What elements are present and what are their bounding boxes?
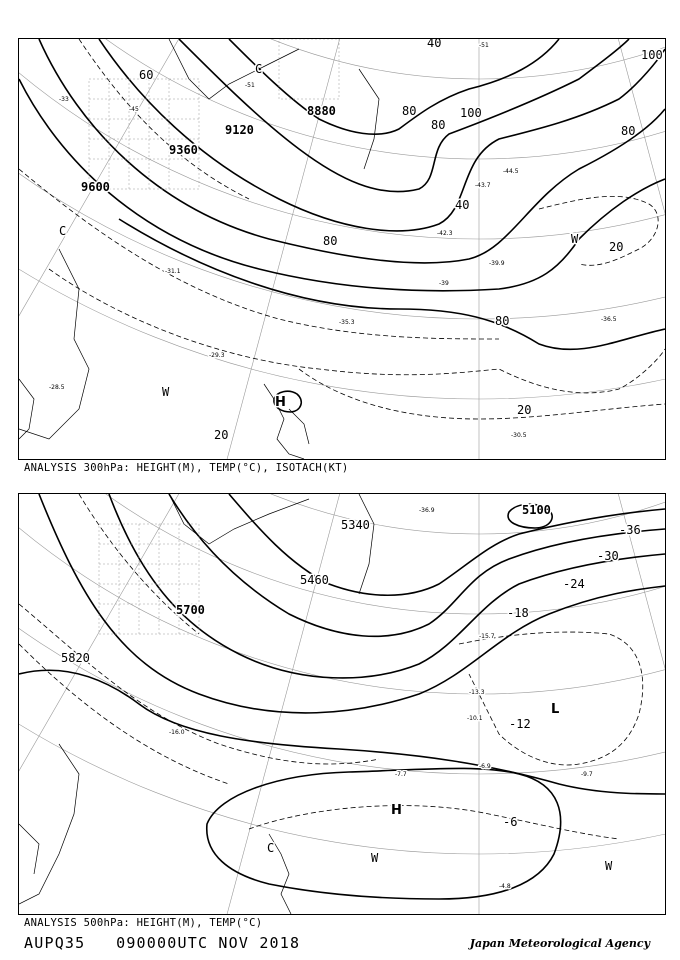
latitude-circle <box>19 39 665 399</box>
temp-label: -13.3 <box>469 689 485 696</box>
temp-label: -42.3 <box>437 230 453 237</box>
height-label: 5460 <box>300 573 329 587</box>
temp-label: -4.8 <box>499 883 511 890</box>
warm-center: W <box>162 385 170 399</box>
temp-label: -7.7 <box>395 771 407 778</box>
isotach-label: 80 <box>495 314 510 328</box>
temp-label: -44.5 <box>503 168 519 175</box>
temp-label: -43.7 <box>475 182 491 189</box>
isotherm-label: -24 <box>563 577 585 591</box>
latitude-circle <box>19 39 665 319</box>
height-label: 5100 <box>522 503 551 517</box>
isotach-label: 20 <box>609 240 624 254</box>
temp-label: -31.1 <box>165 268 181 275</box>
temp-label: -15.7 <box>479 633 495 640</box>
temp-label: -30.5 <box>511 432 527 439</box>
temp-label: -39 <box>439 280 449 287</box>
coastline <box>19 494 374 914</box>
isotherm-label: -30 <box>597 549 619 563</box>
temp-label: -10.1 <box>467 715 483 722</box>
temp-label: -29.3 <box>209 352 225 359</box>
latitude-circle <box>19 39 665 79</box>
height-label: 9600 <box>81 180 110 194</box>
warm-center: W <box>571 232 579 246</box>
map-300hpa <box>18 38 666 460</box>
lat-lon-grid <box>19 494 665 914</box>
chart-caption-300hpa: ANALYSIS 300hPa: HEIGHT(M), TEMP(°C), ISOTACH(KT) <box>24 462 349 474</box>
low-pressure-center: L <box>551 702 560 717</box>
isotach-label: 100 <box>641 48 663 62</box>
temperature-isotherms <box>19 39 665 419</box>
isotherm-label: -18 <box>507 606 529 620</box>
latitude-circle <box>19 39 665 239</box>
warm-center: W <box>371 851 379 865</box>
temp-label: -36.9 <box>419 507 435 514</box>
height-label: 9360 <box>169 143 198 157</box>
isotach-label: 40 <box>455 198 470 212</box>
height-label: 5820 <box>61 651 90 665</box>
chart-caption-500hpa: ANALYSIS 500hPa: HEIGHT(M), TEMP(°C) <box>24 917 263 929</box>
temp-label: -36.5 <box>601 316 617 323</box>
isotach-label: 80 <box>621 124 636 138</box>
temp-label: -6.9 <box>479 763 491 770</box>
map-500hpa-canvas <box>19 494 665 914</box>
isotach-label: 80 <box>431 118 446 132</box>
valid-time: 090000UTC NOV 2018 <box>116 934 301 952</box>
cold-air-hatching <box>99 524 199 634</box>
high-pressure-center: H <box>275 395 286 410</box>
cold-center: C <box>59 224 67 238</box>
temp-label: -51 <box>479 42 489 49</box>
warm-center: W <box>605 859 613 873</box>
isotherm-label: -6 <box>503 815 518 829</box>
isotach-label: 20 <box>214 428 229 442</box>
temp-label: -16.0 <box>169 729 185 736</box>
isotach-label: 100 <box>460 106 482 120</box>
cold-center: C <box>255 62 263 76</box>
temp-label: -35.3 <box>339 319 355 326</box>
temp-label: -51 <box>245 82 255 89</box>
height-contours <box>19 39 665 412</box>
isotach-hatching <box>89 39 339 189</box>
height-label: 8880 <box>307 104 336 118</box>
height-label: 5340 <box>341 518 370 532</box>
temp-label: -33 <box>59 96 69 103</box>
cold-center: C <box>267 841 275 855</box>
meridian-line <box>479 39 665 119</box>
height-label: 9120 <box>225 123 254 137</box>
agency-name: Japan Meteorological Agency <box>469 937 650 950</box>
isotherm-label: -36 <box>619 523 641 537</box>
temp-label: -9.7 <box>581 771 593 778</box>
lat-lon-grid <box>19 39 665 459</box>
isotherm-label: -12 <box>509 717 531 731</box>
isotach-label: 40 <box>427 39 442 50</box>
product-code: AUPQ35 <box>24 934 86 952</box>
temp-label: -28.5 <box>49 384 65 391</box>
temp-label: -45 <box>129 106 139 113</box>
isotach-label: 60 <box>139 68 154 82</box>
isotach-label: 20 <box>517 403 532 417</box>
height-label: 5700 <box>176 603 205 617</box>
height-contours <box>19 494 665 899</box>
chart-identifier <box>24 934 300 952</box>
temp-label: -39.9 <box>489 260 505 267</box>
high-pressure-center: H <box>391 803 402 818</box>
map-500hpa <box>18 493 666 915</box>
isotach-label: 80 <box>323 234 338 248</box>
isotach-label: 80 <box>402 104 417 118</box>
map-300hpa-canvas <box>19 39 665 459</box>
